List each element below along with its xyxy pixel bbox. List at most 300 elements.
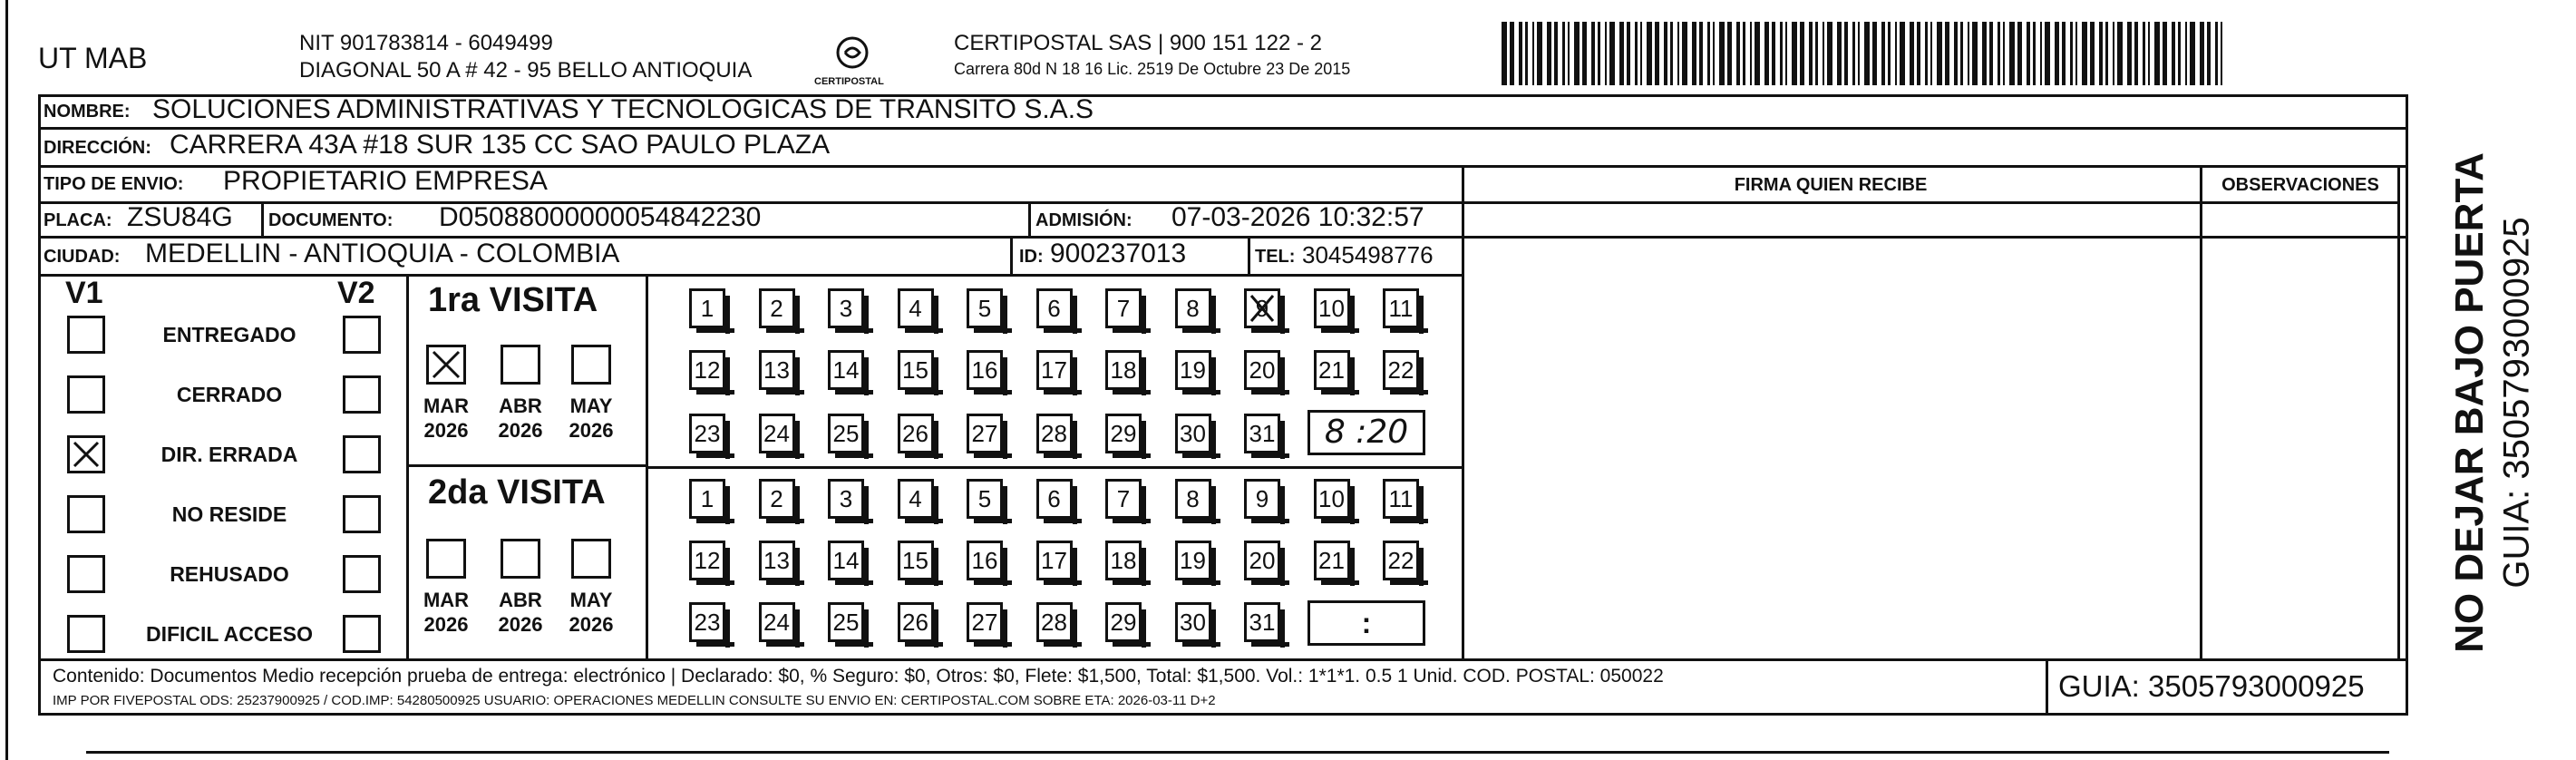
barcode-bar [2070,22,2073,85]
visit2-day-box[interactable] [828,541,864,580]
visit1-day-number: 21 [1318,356,1345,384]
visit1-day-number: 18 [1110,356,1137,384]
barcode-bar [1888,22,1891,85]
visit1-day-box[interactable] [828,288,864,328]
day-x-mark-icon [1247,291,1278,326]
visit2-day-number: 4 [909,484,922,512]
barcode-bar [1827,22,1832,85]
barcode-bar [1809,22,1813,85]
status-option-label: DIR. ERRADA [160,443,298,466]
barcode-bar [1785,22,1787,85]
visit2-day-number: 21 [1318,546,1345,574]
visit1-day-number: 15 [902,356,928,384]
visit1-day-number: 25 [832,419,860,447]
visit2-month-checkbox[interactable] [571,539,611,579]
visit1-day-box[interactable] [1244,350,1280,390]
barcode-bar [1772,22,1775,85]
barcode-bar [2117,22,2123,85]
status-option-label: DIFICIL ACCESO [145,622,313,646]
visit1-day-box[interactable] [689,414,725,453]
sender-name: UT MAB [38,42,148,74]
visit2-day-box[interactable] [689,602,725,642]
status-option-label: NO RESIDE [171,502,287,526]
barcode-bar [1792,22,1797,85]
barcode-bar [2113,22,2114,85]
tel-label: TEL: [1255,247,1296,267]
status-option-label: ENTREGADO [162,323,296,346]
bottom-cut-line [86,751,2389,754]
visit1-day-number: 8 [1186,294,1200,322]
visit2-day-number: 20 [1249,546,1276,574]
visit1-day-box[interactable] [1036,350,1073,390]
footer-imp: IMP POR FIVEPOSTAL ODS: 25237900925 / COD.IMP: 54280500925 USUARIO: OPERACIONES MEDELLIN CONSULTE SU ENVIO EN: CERTIPOSTAL.COM SOBRE ETA: 2026-03-11 D+2 [53,693,1216,708]
tipo-envio-value: PROPIETARIO EMPRESA [223,166,548,196]
barcode-bar [2090,22,2095,85]
v2-checkbox[interactable] [343,555,381,593]
visit1-day-box[interactable] [1105,414,1142,453]
barcode-bar [1910,22,1914,85]
visit2-month-label: MAY [569,589,613,611]
visit1-day-box[interactable] [1036,288,1073,328]
visit1-day-number: 5 [977,294,992,322]
visit2-month-year: 2026 [423,613,469,636]
barcode-bar [1750,22,1752,85]
v1-checkbox[interactable] [67,435,105,473]
barcode-bar [2003,22,2005,85]
visit2-day-number: 8 [1186,484,1200,512]
visit1-day-number: 19 [1180,356,1206,384]
visit2-month-label: MAR [423,589,470,611]
visit1-day-box[interactable] [689,350,725,390]
id-label: ID: [1019,247,1044,267]
visit2-day-box[interactable] [1244,479,1280,519]
visit2-time: : [1361,607,1372,639]
visit2-day-number: 2 [770,484,783,512]
visit1-day-number: 17 [1041,356,1067,384]
v2-checkbox[interactable] [343,316,381,354]
barcode-bar [1852,22,1855,85]
sender-nit: NIT 901783814 - 6049499 [299,31,553,55]
barcode-bar [1727,22,1732,85]
v1-checkbox[interactable] [67,316,105,354]
visit1-day-number: 13 [763,356,790,384]
visit1-day-number: 24 [763,419,790,447]
barcode-bar [1525,22,1528,85]
barcode-bar [2163,22,2167,85]
visit1-day-number: 7 [1116,294,1131,322]
barcode-bar [1598,22,1600,85]
barcode-bar [1537,22,1542,85]
barcode-bar [2215,22,2218,85]
visit1-day-box[interactable] [759,288,795,328]
visit1-day-number: 28 [1041,419,1067,447]
barcode-bar [1692,22,1696,85]
visit1-month-checkbox[interactable] [501,345,540,385]
observaciones-area[interactable] [2202,204,2396,658]
ciudad-label: CIUDAD: [44,247,121,267]
v2-checkbox[interactable] [343,495,381,533]
visit2-day-number: 1 [700,484,714,512]
barcode-bar [1591,22,1595,85]
barcode-bar [1989,22,1993,85]
admision-value: 07-03-2026 10:32:57 [1171,202,1424,232]
visit1-day-number: 2 [770,294,783,322]
visit2-day-number: 10 [1318,484,1345,512]
visit2-day-box[interactable] [689,541,725,580]
barcode-bar [1605,22,1607,85]
visit2-month-year: 2026 [569,613,614,636]
visit1-day-number: 29 [1110,419,1137,447]
col-line [2046,658,2048,716]
visit1-month-checkbox[interactable] [571,345,611,385]
row-line [38,274,1462,277]
barcode-bar [1568,22,1570,85]
side-warning: NO DEJAR BAJO PUERTA [2447,152,2492,653]
barcode-bar [2207,22,2211,85]
v1-checkbox[interactable] [67,555,105,593]
visit1-day-box[interactable] [898,288,934,328]
visit1-day-box[interactable] [1175,414,1211,453]
visit1-day-box[interactable] [759,414,795,453]
visit2-day-number: 18 [1110,546,1137,574]
barcode-bar [1574,22,1580,85]
visit2-day-box[interactable] [1175,602,1211,642]
visit2-day-number: 3 [839,484,853,512]
barcode-bar [1554,22,1558,85]
visit1-day-number: 6 [1047,294,1061,322]
v2-header: V2 [337,276,375,310]
visit2-day-box[interactable] [1036,541,1073,580]
visit1-day-number: 30 [1180,419,1206,447]
visit1-day-box[interactable] [1105,288,1142,328]
visit2-day-box[interactable] [1105,541,1142,580]
barcode-bar [1764,22,1769,85]
visit1-title: 1ra VISITA [428,281,598,319]
left-edge-line [5,0,8,760]
documento-label: DOCUMENTO: [268,210,394,230]
visit2-day-number: 5 [977,484,992,512]
visit2-day-box[interactable] [967,602,1003,642]
row-line [38,658,2408,661]
visit2-day-box[interactable] [759,479,795,519]
direccion-label: DIRECCIÓN: [44,138,151,158]
firma-area[interactable] [1464,204,2197,658]
visit1-day-box[interactable] [1314,350,1350,390]
footer-guia: GUIA: 3505793000925 [2058,669,2365,703]
visit2-day-box[interactable] [1314,541,1350,580]
visit2-day-box[interactable] [1314,479,1350,519]
visit2-day-box[interactable] [898,602,934,642]
visit1-day-box[interactable] [1105,350,1142,390]
barcode-bar [1664,22,1667,85]
visit1-day-box[interactable] [759,350,795,390]
visit2-day-box[interactable] [828,602,864,642]
barcode-bar [1872,22,1877,85]
barcode-bar [1699,22,1703,85]
v2-checkbox[interactable] [343,375,381,414]
barcode-bar [2200,22,2204,85]
ciudad-value: MEDELLIN - ANTIOQUIA - COLOMBIA [145,239,620,268]
visit1-day-box[interactable] [1175,288,1211,328]
barcode-bar [1719,22,1725,85]
visit1-day-box[interactable] [1175,350,1211,390]
col-line [261,201,264,236]
visit1-day-box[interactable] [1244,414,1280,453]
admision-label: ADMISIÓN: [1035,210,1132,230]
status-option-label: REHUSADO [170,562,289,586]
visit2-day-box[interactable] [967,541,1003,580]
v2-checkbox[interactable] [343,435,381,473]
placa-value: ZSU84G [127,202,233,232]
visit2-day-number: 27 [971,608,998,636]
row-line [646,466,1462,469]
barcode-bar [2105,22,2108,85]
barcode-bar [2148,22,2150,85]
visit2-day-box[interactable] [898,541,934,580]
visit2-day-box[interactable] [759,541,795,580]
barcode-bar [1670,22,1673,85]
barcode-bar [1881,22,1885,85]
id-value: 900237013 [1050,239,1187,268]
col-line [2397,165,2400,658]
direccion-value: CARRERA 43A #18 SUR 135 CC SAO PAULO PLAZA [170,130,831,160]
barcode-bar [1582,22,1587,85]
barcode-bar [1655,22,1659,85]
visit2-day-box[interactable] [1036,602,1073,642]
barcode-bar [2017,22,2022,85]
visit2-day-number: 22 [1387,546,1414,574]
visit1-day-box[interactable] [689,288,725,328]
visit1-day-box[interactable] [1036,414,1073,453]
visit2-day-box[interactable] [1175,479,1211,519]
visit2-month-label: ABR [499,589,542,611]
visit1-day-number: 10 [1318,294,1345,322]
observaciones-header: OBSERVACIONES [2221,175,2379,195]
visit2-day-box[interactable] [828,479,864,519]
carrier-license: Carrera 80d N 18 16 Lic. 2519 De Octubre 23 De 2015 [954,60,1351,78]
barcode-bar [1510,22,1514,85]
barcode-bar [1837,22,1842,85]
barcode-bar [1755,22,1760,85]
barcode-bar [1972,22,1978,85]
barcode-bar [1937,22,1942,85]
barcode-bar [1858,22,1860,85]
tel-value: 3045498776 [1302,241,1434,268]
visit1-month-year: 2026 [569,419,614,442]
barcode-bar [1547,22,1551,85]
barcode-bar [1713,22,1715,85]
placa-label: PLACA: [44,210,112,230]
visit2-day-number: 25 [832,608,860,636]
visit2-day-number: 7 [1116,484,1131,512]
status-option-label: CERRADO [176,383,283,406]
barcode-bar [1627,22,1630,85]
barcode-bar [1682,22,1687,85]
barcode-bar [1647,22,1652,85]
visit2-day-box[interactable] [1383,541,1419,580]
barcode-bar [1960,22,1963,85]
visit1-day-box[interactable] [1244,288,1280,328]
side-guia: GUIA: 3505793000925 [2496,217,2537,589]
visit1-day-box[interactable] [828,350,864,390]
barcode-bar [1864,22,1870,85]
barcode-bar [1917,22,1920,85]
v2-checkbox[interactable] [343,615,381,653]
barcode-bar [1800,22,1804,85]
barcode-bar [1930,22,1932,85]
visit2-day-box[interactable] [1383,479,1419,519]
visit2-day-box[interactable] [1244,541,1280,580]
visit1-day-number: 9 [1255,294,1269,322]
barcode-bar [2045,22,2050,85]
visit1-day-box[interactable] [1314,288,1350,328]
v1-checkbox[interactable] [67,375,105,414]
barcode-bar [1844,22,1848,85]
visit1-month-label: MAY [569,395,613,417]
visit2-day-box[interactable] [1244,602,1280,642]
visit1-day-number: 3 [839,294,853,322]
visit1-day-number: 1 [700,294,714,322]
visit1-day-box[interactable] [1383,288,1419,328]
visit2-day-box[interactable] [689,479,725,519]
barcode-bar [1640,22,1642,85]
barcode-bar [2134,22,2138,85]
barcode-bar [2178,22,2181,85]
barcode-bar [1707,22,1710,85]
barcode-bar [1619,22,1624,85]
v1-checkbox[interactable] [67,615,105,653]
sender-address: DIAGONAL 50 A # 42 - 95 BELLO ANTIOQUIA [299,58,753,83]
visit2-month-checkbox[interactable] [426,539,466,579]
visit1-month-year: 2026 [423,419,469,442]
visit2-day-number: 28 [1041,608,1067,636]
barcode-bar [2190,22,2195,85]
visit1-day-box[interactable] [898,350,934,390]
visit1-day-number: 22 [1387,356,1414,384]
check-x-icon [429,347,463,382]
visit1-day-number: 23 [694,419,721,447]
visit1-day-box[interactable] [967,350,1003,390]
barcode-bar [1780,22,1783,85]
carrier-name: CERTIPOSTAL SAS | 900 151 122 - 2 [954,31,1322,55]
col-line [1248,236,1250,274]
barcode-bar [1982,22,1987,85]
visit1-day-number: 14 [832,356,860,384]
visit2-day-box[interactable] [1175,541,1211,580]
visit2-day-number: 29 [1110,608,1137,636]
logo-text: CERTIPOSTAL [814,76,884,87]
visit1-day-number: 16 [971,356,998,384]
visit2-time-box[interactable] [1307,600,1425,646]
visit1-day-box[interactable] [898,414,934,453]
visit1-day-box[interactable] [828,414,864,453]
visit1-day-box[interactable] [967,288,1003,328]
visit1-month-year: 2026 [498,419,543,442]
visit2-day-number: 16 [971,546,998,574]
barcode-bar [1968,22,1969,85]
visit2-day-box[interactable] [898,479,934,519]
visit1-month-label: ABR [499,395,542,417]
barcode-bar [1562,22,1565,85]
visit2-day-number: 15 [902,546,928,574]
visit2-day-number: 14 [832,546,860,574]
barcode-bar [1900,22,1905,85]
v1-checkbox[interactable] [67,495,105,533]
barcode-bar [1998,22,2000,85]
visit1-month-checkbox[interactable] [426,345,466,385]
barcode-bar [2082,22,2087,85]
barcode-bar [2154,22,2160,85]
visit2-title: 2da VISITA [428,473,606,512]
barcode-bar [2055,22,2059,85]
documento-value: D05088000000054842230 [439,202,762,232]
barcode-bar [1736,22,1740,85]
barcode-bar [2033,22,2036,85]
visit1-day-number: 27 [971,419,998,447]
v1-header: V1 [65,276,103,310]
barcode-bar [2009,22,2015,85]
certipostal-logo-icon [830,33,875,78]
visit2-day-box[interactable] [1105,602,1142,642]
visit2-month-year: 2026 [498,613,543,636]
barcode-bar [1532,22,1534,85]
visit1-day-number: 4 [909,294,922,322]
barcode-bar [1502,22,1507,85]
barcode-bar [2185,22,2187,85]
visit2-day-number: 9 [1255,484,1269,512]
visit2-day-box[interactable] [967,479,1003,519]
visit2-day-box[interactable] [1036,479,1073,519]
visit1-day-number: 11 [1388,294,1414,322]
visit1-time: 8 :20 [1324,414,1409,451]
visit1-day-number: 31 [1249,419,1276,447]
barcode-bar [1677,22,1679,85]
barcode-bar [2062,22,2066,85]
barcode-bar [2075,22,2077,85]
barcode-bar [1895,22,1897,85]
visit1-day-box[interactable] [1383,350,1419,390]
barcode-bar [2172,22,2175,85]
barcode-bar [1743,22,1745,85]
visit2-day-number: 31 [1249,608,1276,636]
firma-header: FIRMA QUIEN RECIBE [1734,175,1928,195]
visit1-time-box[interactable] [1307,410,1425,455]
barcode-bar [2143,22,2145,85]
visit2-month-checkbox[interactable] [501,539,540,579]
nombre-value: SOLUCIONES ADMINISTRATIVAS Y TECNOLOGICAS DE TRANSITO S.A.S [152,94,1094,124]
visit2-day-number: 17 [1041,546,1067,574]
tipo-envio-label: TIPO DE ENVIO: [44,174,184,194]
barcode-bar [1635,22,1638,85]
visit2-day-box[interactable] [1105,479,1142,519]
visit2-day-number: 11 [1388,484,1414,512]
barcode-bar [1519,22,1522,85]
check-x-icon [70,438,102,471]
visit1-day-box[interactable] [967,414,1003,453]
barcode-bar [2127,22,2132,85]
col-line [1010,236,1013,274]
barcode-bar [1954,22,1958,85]
barcode-icon [1502,22,2227,85]
col-line [1028,201,1031,236]
barcode-bar [2099,22,2103,85]
barcode-bar [1823,22,1824,85]
footer-content: Contenido: Documentos Medio recepción prueba de entrega: electrónico | Declarado: $0, % Seguro: $0, Otros: $0, Flete: $1,500, Total: $1,500. Vol.: 1*1*1. 0.5 1 Unid. COD. POSTAL: 050022 [53,666,1664,687]
visit2-day-number: 26 [902,608,928,636]
visit2-day-box[interactable] [759,602,795,642]
visit2-day-number: 6 [1047,484,1061,512]
barcode-bar [1815,22,1818,85]
